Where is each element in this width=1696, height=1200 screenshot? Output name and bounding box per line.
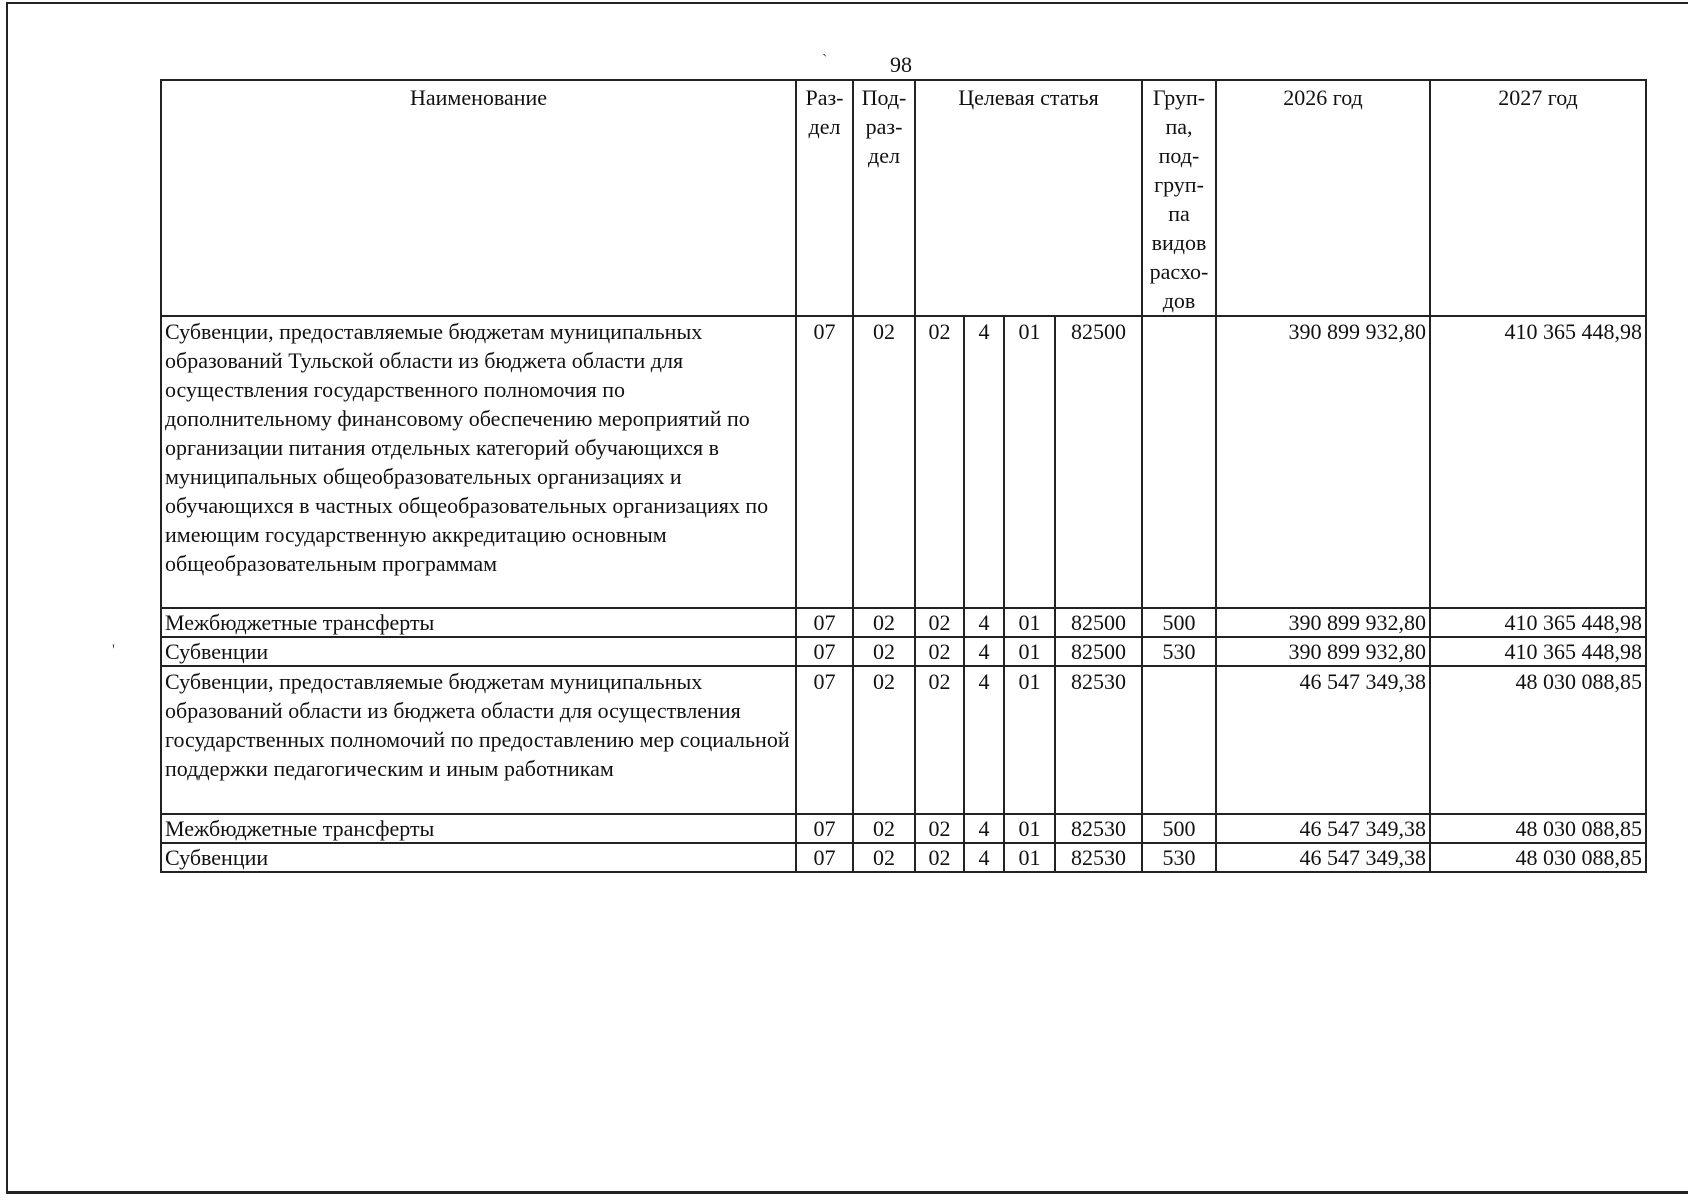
- row-expense-group: 530: [1142, 637, 1216, 666]
- row-name: Межбюджетные трансферты: [161, 814, 796, 843]
- row-amount-2026: 390 899 932,80: [1216, 316, 1430, 608]
- row-target-direction: 82500: [1055, 608, 1142, 637]
- row-expense-group: [1142, 666, 1216, 814]
- table-row: [161, 814, 1646, 843]
- row-expense-group: 530: [1142, 843, 1216, 872]
- row-razdel: 07: [796, 316, 853, 608]
- row-razdel: 07: [796, 608, 853, 637]
- row-amount-2027: 410 365 448,98: [1430, 608, 1646, 637]
- row-podrazdel: 02: [853, 814, 915, 843]
- row-amount-2027: 48 030 088,85: [1430, 666, 1646, 814]
- row-target-type: 4: [964, 316, 1004, 608]
- row-target-program: 02: [915, 316, 964, 608]
- row-amount-2027: 410 365 448,98: [1430, 637, 1646, 666]
- row-target-subprogram: 01: [1004, 666, 1055, 814]
- row-target-program: 02: [915, 637, 964, 666]
- row-target-direction: 82530: [1055, 666, 1142, 814]
- page-number: 98: [890, 52, 912, 77]
- row-razdel: 07: [796, 666, 853, 814]
- table-row: [161, 843, 1646, 872]
- row-target-subprogram: 01: [1004, 608, 1055, 637]
- row-target-subprogram: 01: [1004, 316, 1055, 608]
- row-podrazdel: 02: [853, 843, 915, 872]
- row-target-direction: 82530: [1055, 814, 1142, 843]
- row-expense-group: [1142, 316, 1216, 608]
- header-podrazdel: Под- раз- дел: [853, 80, 915, 316]
- row-target-program: 02: [915, 843, 964, 872]
- scan-mark: `: [822, 52, 828, 69]
- row-name: Межбюджетные трансферты: [161, 608, 796, 637]
- row-target-type: 4: [964, 637, 1004, 666]
- row-target-type: 4: [964, 666, 1004, 814]
- row-target-type: 4: [964, 843, 1004, 872]
- row-target-direction: 82500: [1055, 316, 1142, 608]
- row-target-subprogram: 01: [1004, 814, 1055, 843]
- row-name: Субвенции: [161, 637, 796, 666]
- row-amount-2027: 48 030 088,85: [1430, 814, 1646, 843]
- row-amount-2026: 46 547 349,38: [1216, 843, 1430, 872]
- row-target-direction: 82530: [1055, 843, 1142, 872]
- row-podrazdel: 02: [853, 316, 915, 608]
- header-expense-group: Груп- па, под- груп- па видов расхо- дов: [1142, 80, 1216, 316]
- row-podrazdel: 02: [853, 666, 915, 814]
- row-name: Субвенции, предоставляемые бюджетам муниципальных образований Тульской области из бюджета области для осуществления государственного полномочия по дополнительному финансовому обеспечению мероприятий по организации питания отдельных категорий обучающихся в муниципальных общеобразовательных организациях и обучающихся в частных общеобразовательных организациях по имеющим государственную аккредитацию основным общеобразовательным программам: [161, 316, 796, 608]
- row-target-type: 4: [964, 608, 1004, 637]
- row-amount-2027: 410 365 448,98: [1430, 316, 1646, 608]
- row-podrazdel: 02: [853, 608, 915, 637]
- header-razdel: Раз- дел: [796, 80, 853, 316]
- header-year-2027: 2027 год: [1430, 80, 1646, 316]
- header-target-article: Целевая статья: [915, 80, 1142, 316]
- budget-table: [160, 79, 1647, 873]
- row-amount-2026: 46 547 349,38: [1216, 666, 1430, 814]
- row-expense-group: 500: [1142, 814, 1216, 843]
- row-podrazdel: 02: [853, 637, 915, 666]
- scan-mark: ': [112, 642, 115, 659]
- row-razdel: 07: [796, 814, 853, 843]
- row-amount-2026: 390 899 932,80: [1216, 637, 1430, 666]
- row-name: Субвенции: [161, 843, 796, 872]
- header-year-2026: 2026 год: [1216, 80, 1430, 316]
- row-target-type: 4: [964, 814, 1004, 843]
- row-target-subprogram: 01: [1004, 843, 1055, 872]
- header-name: Наименование: [161, 80, 796, 316]
- row-amount-2026: 390 899 932,80: [1216, 608, 1430, 637]
- row-target-program: 02: [915, 608, 964, 637]
- table-row: [161, 316, 1646, 608]
- row-amount-2026: 46 547 349,38: [1216, 814, 1430, 843]
- table-header-row: [161, 80, 1646, 316]
- row-target-direction: 82500: [1055, 637, 1142, 666]
- row-target-program: 02: [915, 666, 964, 814]
- row-razdel: 07: [796, 843, 853, 872]
- row-razdel: 07: [796, 637, 853, 666]
- row-target-subprogram: 01: [1004, 637, 1055, 666]
- row-target-program: 02: [915, 814, 964, 843]
- table-row: [161, 608, 1646, 637]
- table-row: [161, 666, 1646, 814]
- row-name: Субвенции, предоставляемые бюджетам муниципальных образований области из бюджета области для осуществления государственных полномочий по предоставлению мер социальной поддержки педагогическим и иным работникам: [161, 666, 796, 814]
- row-amount-2027: 48 030 088,85: [1430, 843, 1646, 872]
- table-row: [161, 637, 1646, 666]
- row-expense-group: 500: [1142, 608, 1216, 637]
